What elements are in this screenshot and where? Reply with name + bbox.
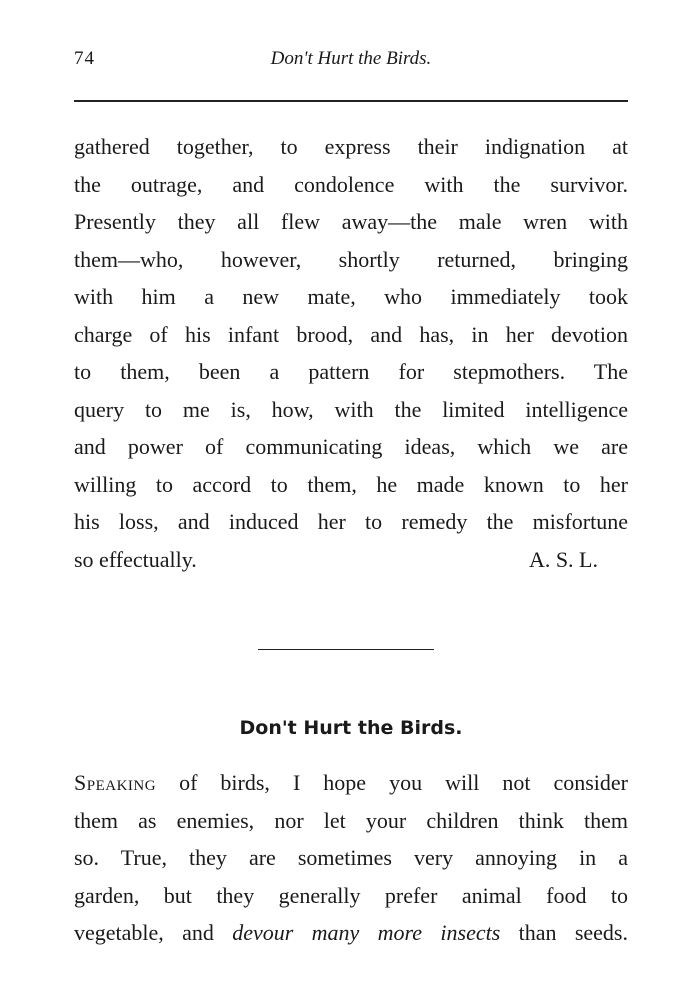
text-line: Presently they all flew away—the male wren with	[74, 209, 628, 234]
paragraph-section	[74, 764, 628, 952]
text-line: his loss, and induced her to remedy the misfortune	[74, 509, 628, 534]
text-line	[74, 914, 628, 952]
text-line: garden, but they generally prefer animal food to	[74, 882, 628, 908]
header-rule	[74, 100, 628, 102]
text-line: them—who, however, shortly returned, bringing	[74, 246, 628, 272]
page-number: 74	[74, 48, 95, 69]
text-line: them as enemies, nor let your children think them	[74, 807, 628, 833]
line-end: than seeds.	[500, 920, 628, 945]
line-start: vegetable, and	[74, 920, 233, 945]
text-line-last	[74, 541, 628, 579]
author-signature: A. S. L.	[528, 546, 598, 572]
text-line: gathered together, to express their indignation at	[74, 134, 628, 159]
text-line: the outrage, and condolence with the survivor.	[74, 171, 628, 197]
closing-text: so effectually.	[74, 546, 197, 572]
text-line: query to me is, how, with the limited intelligence	[74, 396, 628, 422]
text-line: charge of his infant brood, and has, in her devotion	[74, 321, 628, 347]
emphasis-text: devour many more insects	[232, 920, 501, 945]
text-line: willing to accord to them, he made known to her	[74, 471, 628, 497]
line-rest: of birds, I hope you will not consider	[156, 770, 628, 795]
text-line: to them, been a pattern for stepmothers. The	[74, 359, 628, 384]
text-line: and power of communicating ideas, which we are	[74, 434, 628, 459]
text-line: with him a new mate, who immediately took	[74, 284, 628, 309]
text-line: so. True, they are sometimes very annoying in a	[74, 845, 628, 870]
paragraph-continuation	[74, 128, 628, 578]
page-header	[74, 48, 628, 78]
section-title: Don't Hurt the Birds.	[239, 717, 463, 739]
running-title: Don't Hurt the Birds.	[270, 48, 432, 69]
text-line	[74, 764, 628, 802]
section-separator	[258, 649, 434, 650]
opening-word: Speaking	[74, 770, 157, 795]
